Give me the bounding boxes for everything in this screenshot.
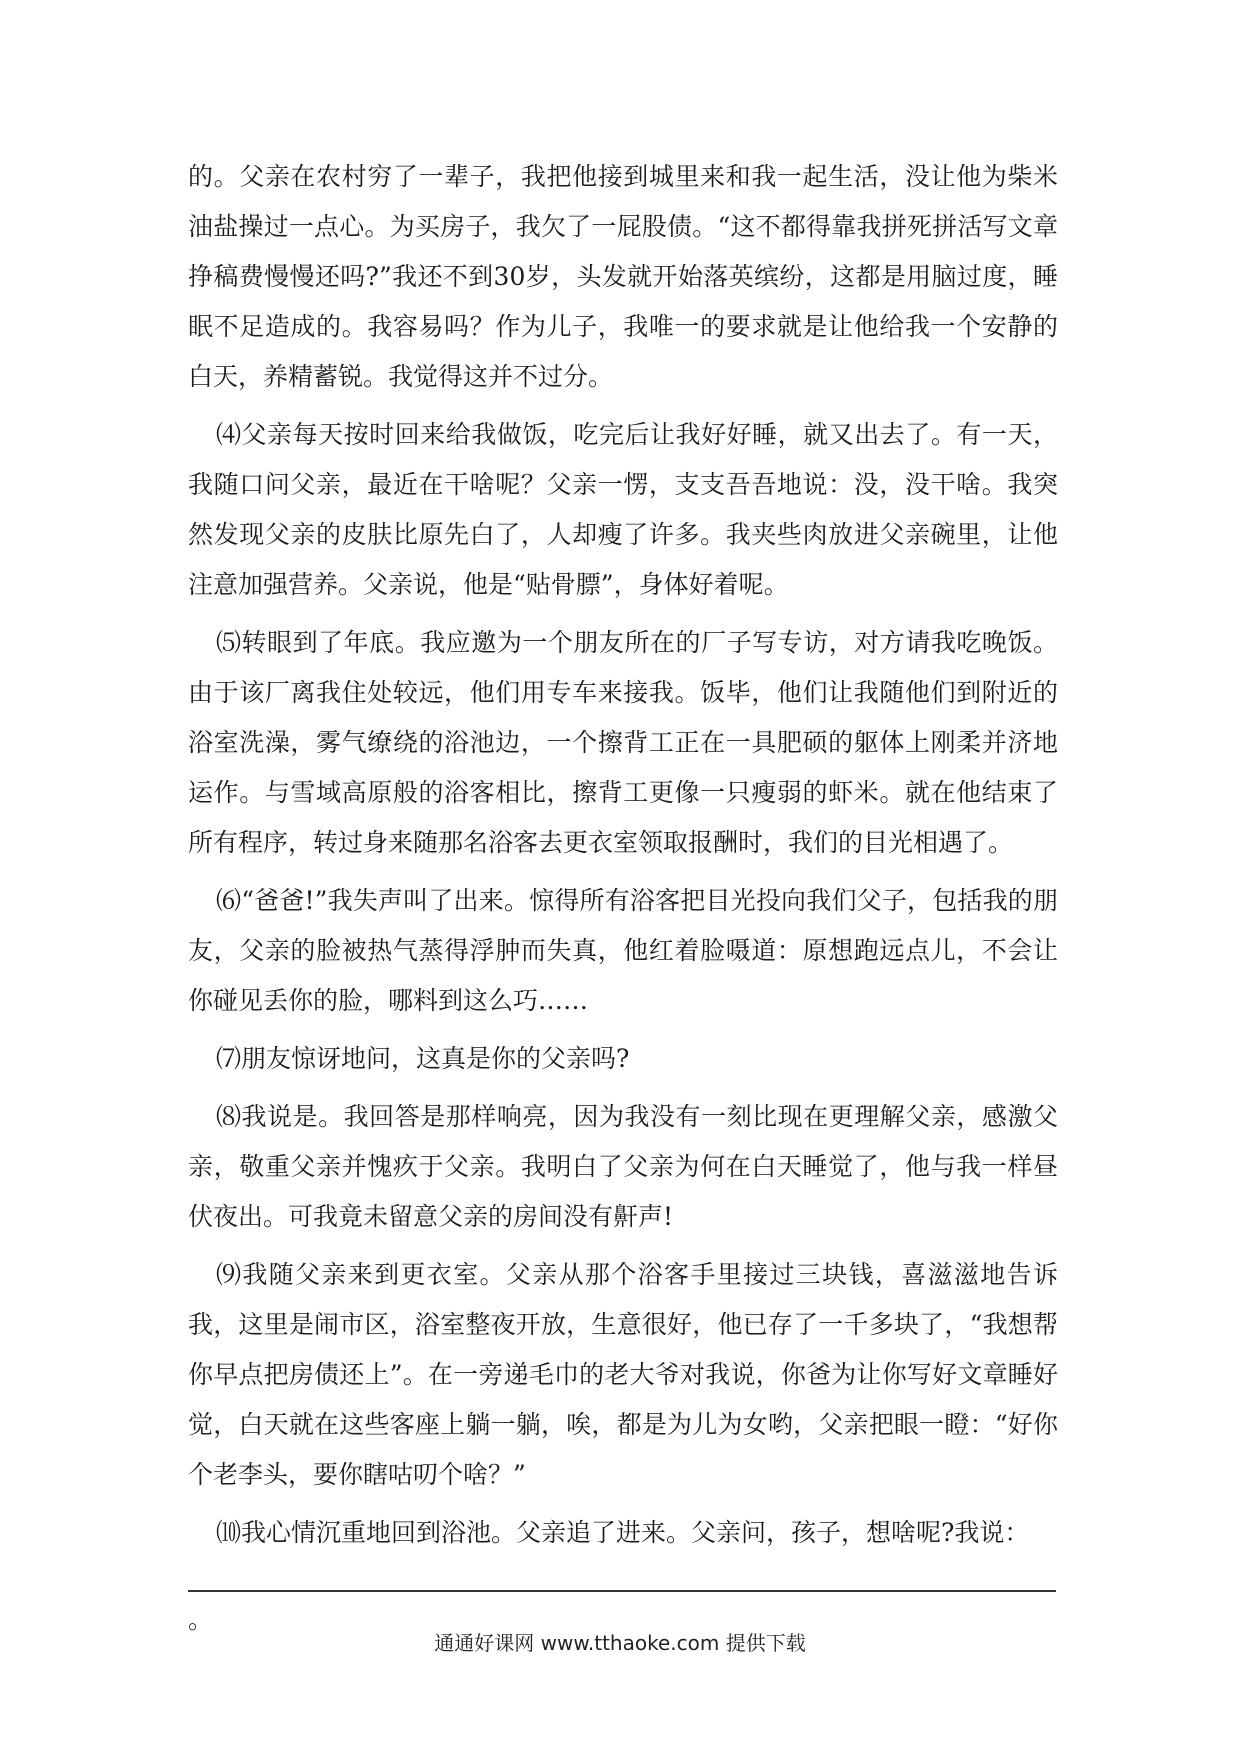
paragraph-8 bbox=[188, 1092, 1058, 1242]
paragraph-5 bbox=[188, 618, 1058, 868]
paragraph-10 bbox=[188, 1508, 1058, 1558]
paragraph-4 bbox=[188, 410, 1058, 610]
paragraph-7 bbox=[188, 1034, 1058, 1084]
paragraph-text: 的。父亲在农村穷了一辈子，我把他接到城里来和我一起生活，没让他为柴米油盐操过一点心。为买房子，我欠了一屁股债。“这不都得靠我拼死拼活写文章挣稿费慢慢还吗?”我还不到30岁，头发就开始落英缤纷，这都是用脑过度，睡眠不足造成的。我容易吗？作为儿子，我唯一的要求就是让他给我一个安静的白天，养精蓄锐。我觉得这并不过分。 bbox=[188, 162, 1058, 391]
paragraph-text: “爸爸!”我失声叫了出来。惊得所有浴客把目光投向我们父子，包括我的朋友，父亲的脸被热气蒸得浮肿而失真，他红着脸嗫道：原想跑远点儿，不会让你碰见丢你的脸，哪料到这么巧…… bbox=[188, 886, 1058, 1015]
paragraph-3-continued bbox=[188, 152, 1058, 402]
paragraph-text: 我心情沉重地回到浴池。父亲追了进来。父亲问，孩子，想啥呢?我说： bbox=[241, 1518, 1030, 1547]
article-body bbox=[188, 152, 1058, 1640]
paragraph-number: ⑺ bbox=[216, 1044, 242, 1073]
paragraph-text: 转眼到了年底。我应邀为一个朋友所在的厂子写专访，对方请我吃晚饭。由于该厂离我住处较远，他们用专车来接我。饭毕，他们让我随他们到附近的浴室洗澡，雾气缭绕的浴池边，一个擦背工正在一具肥硕的躯体上刚柔并济地运作。与雪域高原般的浴客相比，擦背工更像一只瘦弱的虾米。就在他结束了所有程序，转过身来随那名浴客去更衣室领取报酬时，我们的目光相遇了。 bbox=[188, 628, 1058, 857]
paragraph-number: ⑻ bbox=[216, 1102, 242, 1131]
answer-tail-period: 。 bbox=[188, 1605, 214, 1634]
paragraph-number: ⑼ bbox=[216, 1260, 243, 1289]
paragraph-number: ⑸ bbox=[216, 628, 242, 657]
paragraph-9 bbox=[188, 1250, 1058, 1500]
paragraph-text: 父亲每天按时回来给我做饭，吃完后让我好好睡，就又出去了。有一天，我随口问父亲，最近在干啥呢？父亲一愣，支支吾吾地说：没，没干啥。我突然发现父亲的皮肤比原先白了，人却瘦了许多。我夹些肉放进父亲碗里，让他注意加强营养。父亲说，他是“贴骨膘”，身体好着呢。 bbox=[188, 420, 1058, 599]
answer-blank-line[interactable] bbox=[188, 1566, 1056, 1592]
paragraph-6 bbox=[188, 876, 1058, 1026]
footer-source: 通通好课网 www.tthaoke.com 提供下载 bbox=[434, 1631, 806, 1655]
paragraph-number: ⑷ bbox=[216, 420, 242, 449]
paragraph-text: 我随父亲来到更衣室。父亲从那个浴客手里接过三块钱，喜滋滋地告诉我，这里是闹市区，浴室整夜开放，生意很好，他已存了一千多块了，“我想帮你早点把房债还上”。在一旁递毛巾的老大爷对我说，你爸为让你写好文章睡好觉，白天就在这些客座上躺一躺，唉，都是为儿为女哟，父亲把眼一瞪：“好你个老李头，要你瞎咕叨个啥？” bbox=[188, 1260, 1058, 1489]
paragraph-number: ⑽ bbox=[216, 1518, 242, 1547]
paragraph-text: 我说是。我回答是那样响亮，因为我没有一刻比现在更理解父亲，感激父亲，敬重父亲并愧疚于父亲。我明白了父亲为何在白天睡觉了，他与我一样昼伏夜出。可我竟未留意父亲的房间没有鼾声! bbox=[188, 1102, 1058, 1231]
paragraph-text: 朋友惊讶地问，这真是你的父亲吗? bbox=[241, 1044, 630, 1073]
paragraph-number: ⑹ bbox=[216, 886, 242, 915]
